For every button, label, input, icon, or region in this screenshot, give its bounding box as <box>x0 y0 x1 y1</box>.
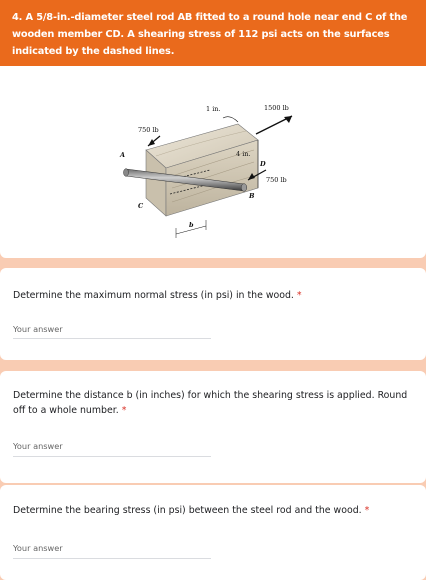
label-load-top-right: 1500 lb <box>264 104 289 112</box>
answer-underline-3 <box>13 558 211 559</box>
label-point-a: A <box>120 151 126 159</box>
answer-underline-1 <box>13 338 211 339</box>
label-point-b: B <box>249 192 255 200</box>
question-title: 4. A 5/8-in.-diameter steel rod AB fitted to a round hole near end C of the wooden member CD. A shearing stress of 112 psi acts on the surfaces indicated by the dashed lines. <box>0 0 426 66</box>
answer-input-3[interactable]: Your answer <box>13 543 63 553</box>
required-asterisk: * <box>364 505 370 516</box>
label-dimension-b: b <box>189 221 194 229</box>
question-card-3 <box>0 485 426 580</box>
answer-underline-2 <box>13 456 211 457</box>
rod-and-wood-figure <box>96 98 331 250</box>
label-one-in: 1 in. <box>206 105 221 113</box>
label-point-c: C <box>138 202 144 210</box>
label-four-in: 4 in. <box>236 150 251 158</box>
question-2-text: Determine the distance b (in inches) for which the shearing stress is applied. Round off to a whole number. * <box>13 390 408 416</box>
question-card-2 <box>0 371 426 483</box>
figure-drawing <box>96 98 331 250</box>
label-load-top-left: 750 lb <box>138 126 159 134</box>
label-point-d: D <box>260 160 266 168</box>
question-card-1 <box>0 268 426 360</box>
required-asterisk: * <box>121 405 127 416</box>
question-header-card <box>0 0 426 258</box>
answer-input-1[interactable]: Your answer <box>13 324 63 334</box>
question-1-text: Determine the maximum normal stress (in psi) in the wood. * <box>13 290 302 301</box>
required-asterisk: * <box>296 290 302 301</box>
label-load-bottom-right: 750 lb <box>266 176 287 184</box>
answer-input-2[interactable]: Your answer <box>13 441 63 451</box>
question-3-text: Determine the bearing stress (in psi) between the steel rod and the wood. * <box>13 505 370 516</box>
